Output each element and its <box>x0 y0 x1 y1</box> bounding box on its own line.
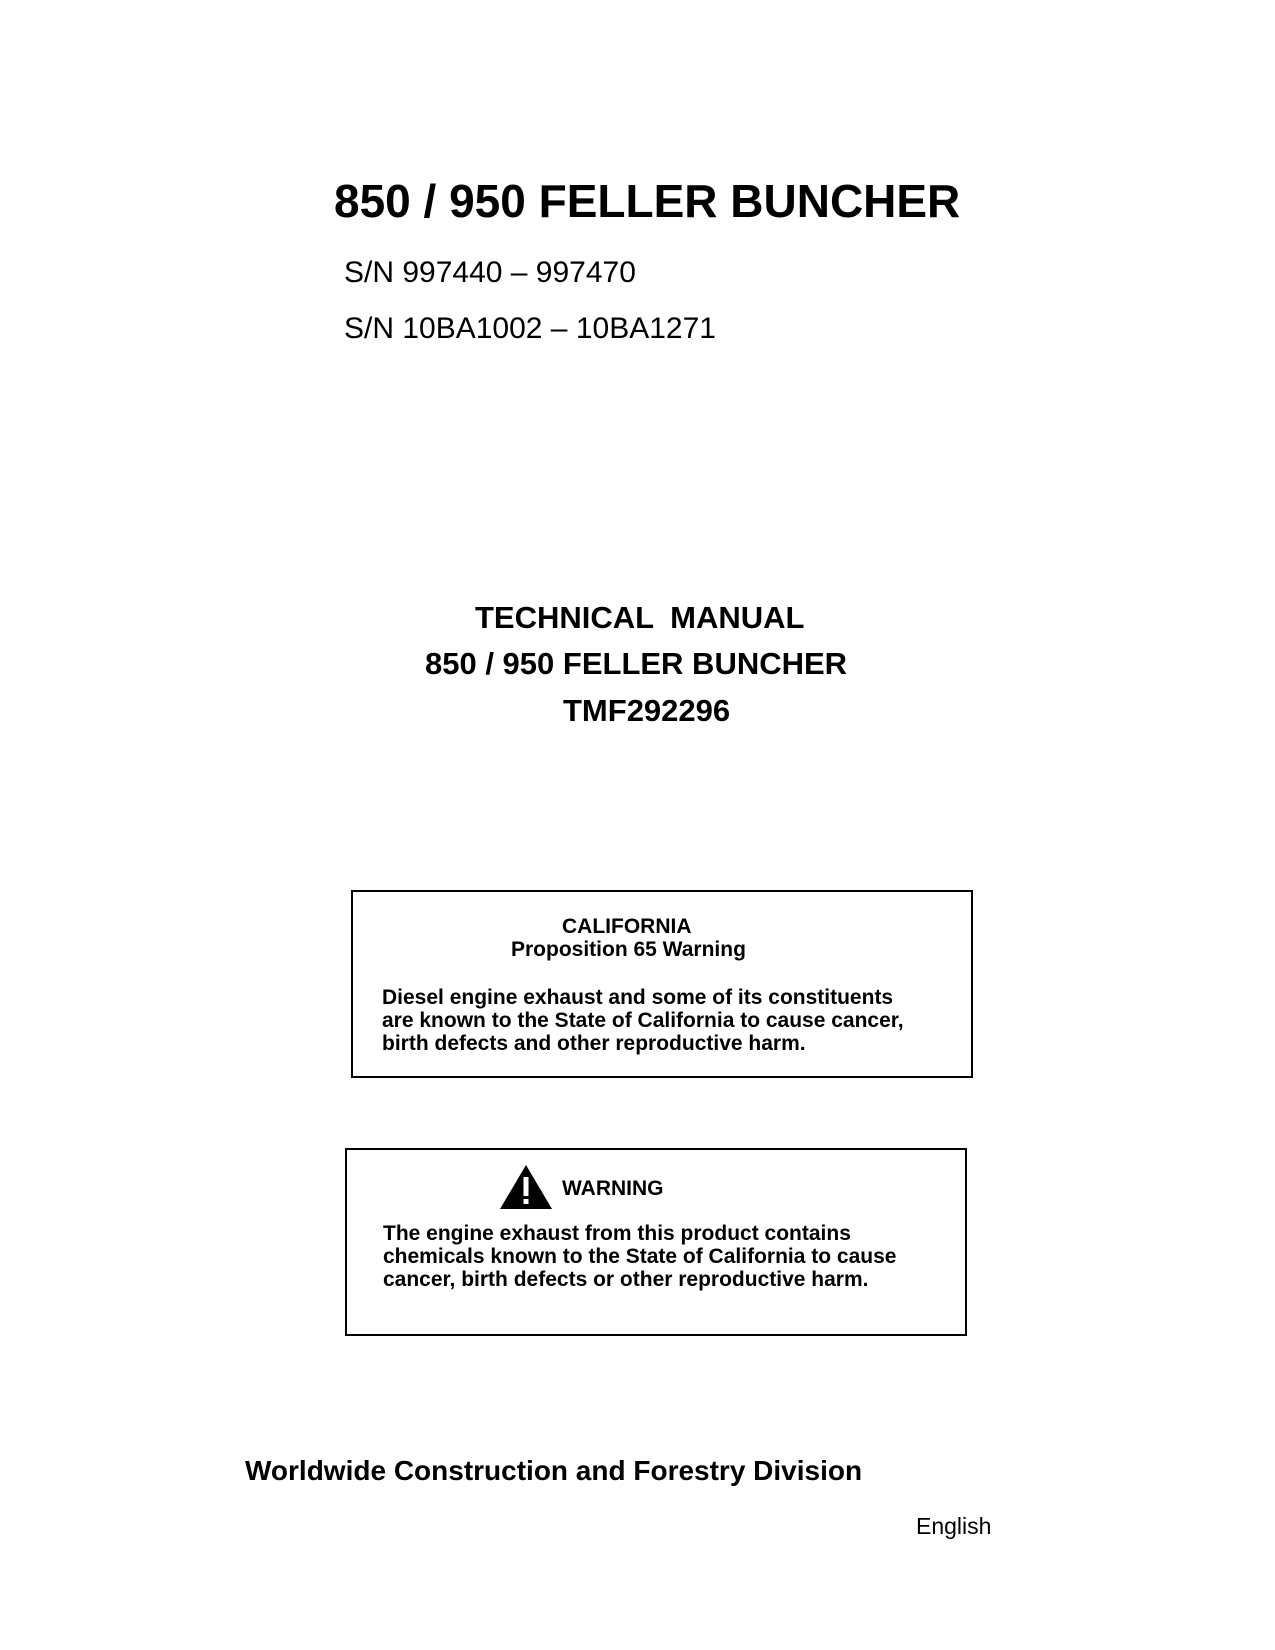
body-line: are known to the State of California to cause cancer, <box>382 1009 904 1032</box>
body-line: The engine exhaust from this product contains <box>383 1222 851 1245</box>
warning-text <box>383 1222 896 1291</box>
california-prop65-box <box>351 890 973 1078</box>
manual-product: 850 / 950 FELLER BUNCHER <box>425 646 848 681</box>
serial-range-1: S/N 997440 – 997470 <box>344 256 636 289</box>
serial-range-2: S/N 10BA1002 – 10BA1271 <box>344 312 716 345</box>
california-warning-text <box>382 986 904 1055</box>
prop65-heading: Proposition 65 Warning <box>511 938 746 961</box>
warning-triangle-icon <box>499 1164 553 1210</box>
body-line: chemicals known to the State of California to cause <box>383 1245 897 1268</box>
warning-box <box>345 1148 967 1336</box>
body-line: Diesel engine exhaust and some of its constituents <box>382 986 894 1009</box>
warning-heading: WARNING <box>562 1177 664 1200</box>
manual-number: TMF292296 <box>563 693 731 728</box>
division-name: Worldwide Construction and Forestry Division <box>245 1455 863 1486</box>
body-line: cancer, birth defects or other reproductive harm. <box>383 1268 869 1291</box>
manual-type: TECHNICAL MANUAL <box>475 600 805 635</box>
language-label: English <box>916 1513 992 1539</box>
california-heading: CALIFORNIA <box>562 915 692 938</box>
body-line: birth defects and other reproductive harm. <box>382 1032 806 1055</box>
document-title: 850 / 950 FELLER BUNCHER <box>334 175 961 227</box>
